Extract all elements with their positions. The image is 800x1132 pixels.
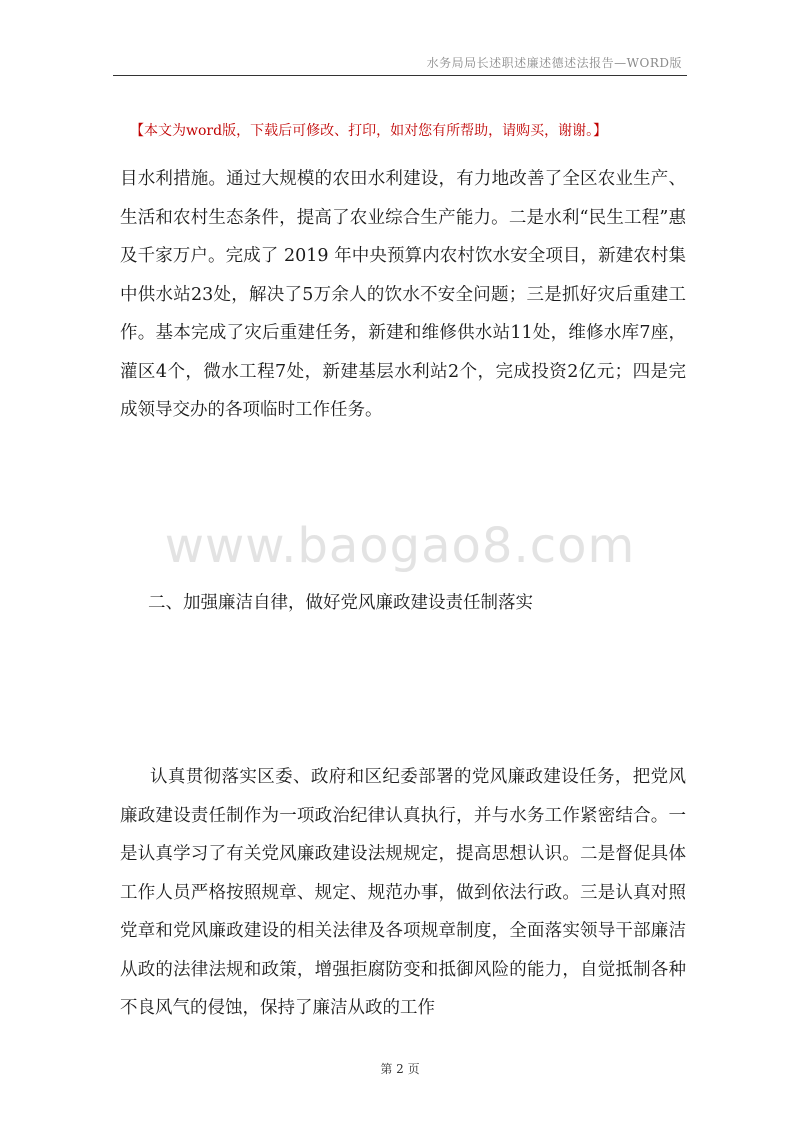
- section-heading-2: 二、加强廉洁自律，做好党风廉政建设责任制落实: [148, 593, 533, 613]
- header-divider: [113, 75, 687, 76]
- download-notice: 【本文为word版，下载后可修改、打印，如对您有所帮助，请购买，谢谢。】: [130, 123, 608, 139]
- page-header-title: 水务局局长述职述廉述德述法报告—WORD版: [426, 56, 682, 70]
- body-paragraph-2: 认真贯彻落实区委、政府和区纪委部署的党风廉政建设任务，把党风廉政建设责任制作为一项政治纪律认真执行，并与水务工作紧密结合。一是认真学习了有关党风廉政建设法规规定，提高思想认识。二是督促具体工作人员严格按照规章、规定、规范办事，做到依法行政。三是认真对照党章和党风廉政建设的相关法律及各项规章制度，全面落实领导干部廉洁从政的法律法规和政策，增强拒腐防变和抵御风险的能力，自觉抵制各种不良风气的侵蚀，保持了廉洁从政的工作: [120, 767, 686, 1018]
- body-paragraph-1: 目水利措施。通过大规模的农田水利建设，有力地改善了全区农业生产、生活和农村生态条件，提高了农业综合生产能力。二是水利“民生工程”惠及千家万户。完成了 2019 年中央预算内农村饮水安全项目，新建农村集中供水站23处，解决了5万余人的饮水不安全问题；三是抓好灾后重建工作。基本完成了灾后重建任务，新建和维修供水站11处，维修水库7座，灌区4个，微水工程7处，新建基层水利站2个，完成投资2亿元；四是完成领导交办的各项临时工作任务。: [120, 169, 686, 420]
- watermark: www.baogao8.com: [164, 518, 636, 574]
- page-number: 第 2 页: [380, 1062, 420, 1076]
